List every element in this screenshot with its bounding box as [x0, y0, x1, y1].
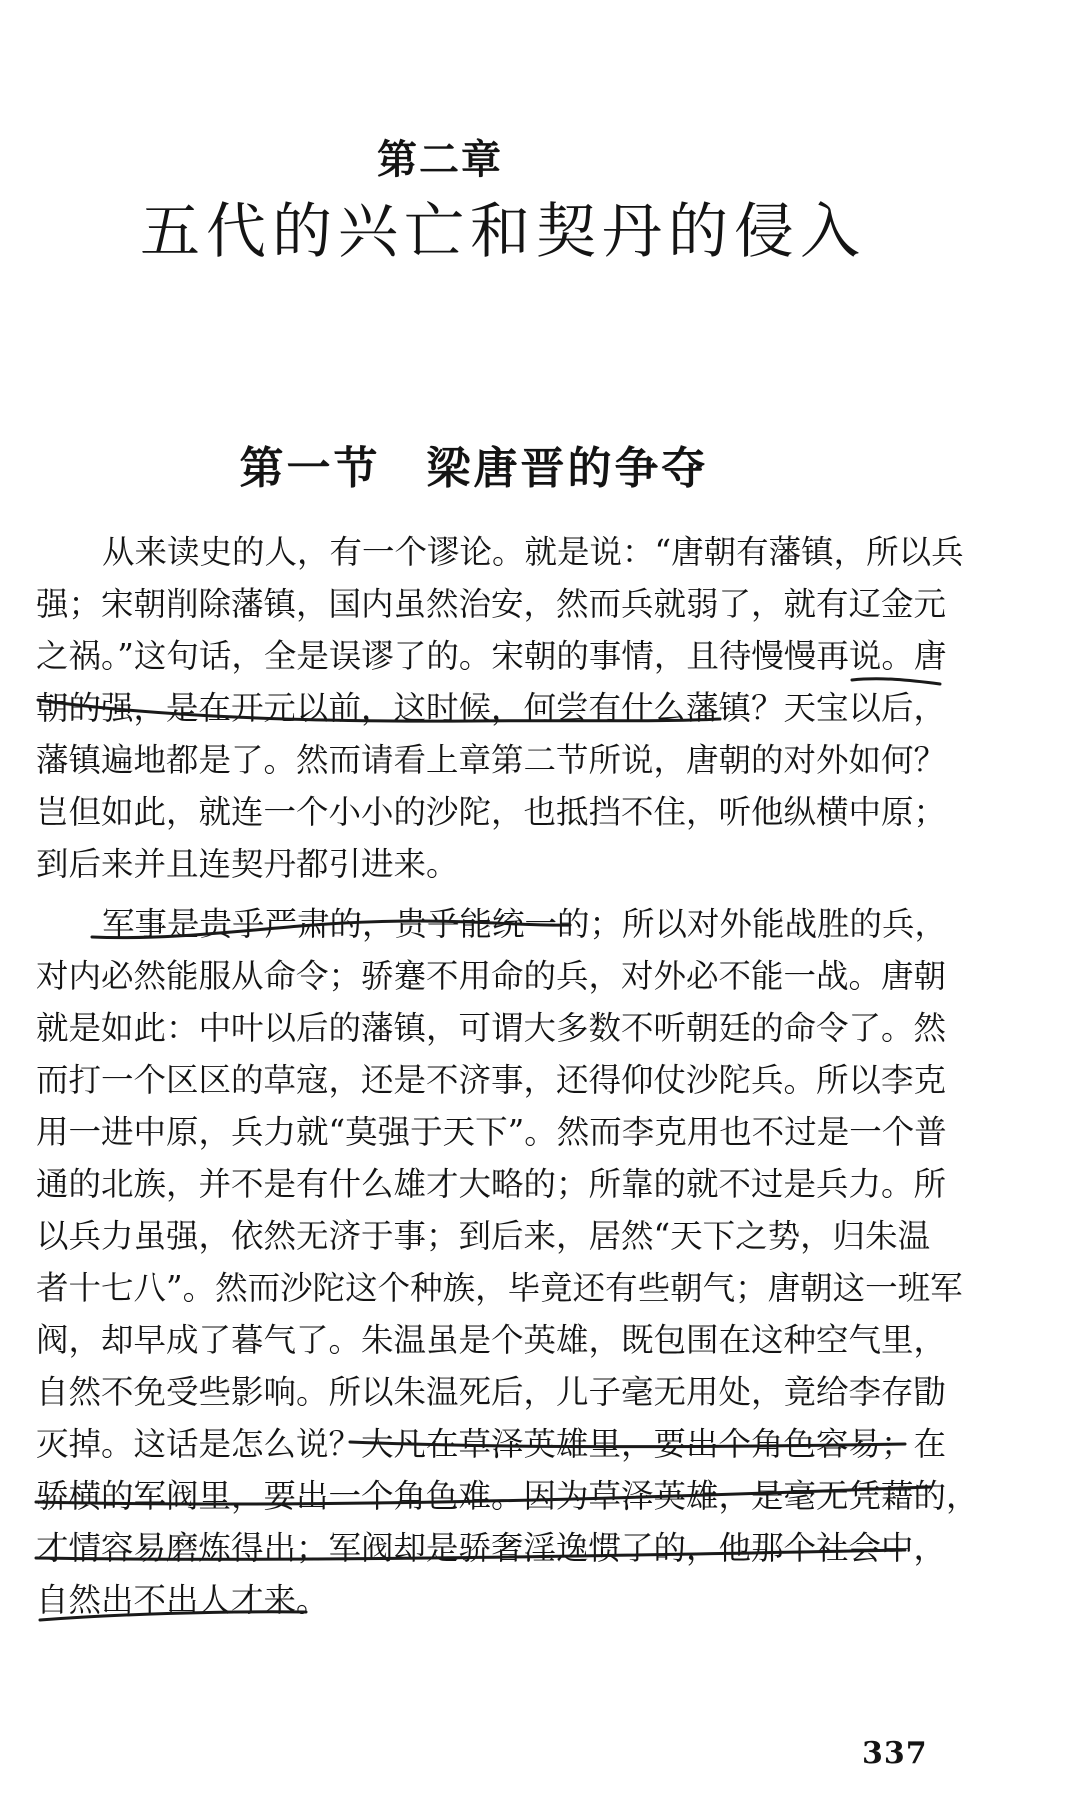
text-line: 藩镇遍地都是了。然而请看上章第二节所说，唐朝的对外如何？ — [36, 741, 947, 779]
text-line: 阀，却早成了暮气了。朱温虽是个英雄，既包围在这种空气里， — [36, 1321, 947, 1359]
text-line: 骄横的军阀里，要出一个角色难。因为草泽英雄，是毫无凭藉的， — [36, 1477, 979, 1515]
text-line: 从来读史的人，有一个谬论。就是说：“唐朝有藩镇，所以兵 — [102, 533, 964, 571]
section-title: 梁唐晋的争夺 — [426, 443, 709, 494]
body-text — [36, 526, 979, 1626]
text-line: 自然不免受些影响。所以朱温死后，儿子毫无用处，竟给李存勖 — [36, 1373, 947, 1411]
text-line: 军事是贵乎严肃的，贵乎能统一的；所以对外能战胜的兵， — [102, 905, 948, 943]
page-number: 337 — [862, 1736, 928, 1771]
paragraph — [36, 526, 964, 890]
text-line: 通的北族，并不是有什么雄才大略的；所靠的就不过是兵力。所 — [36, 1165, 947, 1203]
section-number: 第一节 — [239, 443, 381, 494]
text-line: 就是如此：中叶以后的藩镇，可谓大多数不听朝廷的命令了。然 — [36, 1009, 947, 1047]
chapter-title: 五代的兴亡和契丹的侵入 — [140, 197, 866, 267]
text-line: 岂但如此，就连一个小小的沙陀，也抵挡不住，听他纵横中原； — [36, 793, 947, 831]
chapter-number: 第二章 — [377, 136, 503, 183]
text-line: 对内必然能服从命令；骄蹇不用命的兵，对外必不能一战。唐朝 — [36, 957, 947, 995]
text-line: 而打一个区区的草寇，还是不济事，还得仰仗沙陀兵。所以李克 — [36, 1061, 947, 1099]
text-line: 用一进中原，兵力就“莫强于天下”。然而李克用也不过是一个普 — [36, 1113, 947, 1151]
text-line: 朝的强，是在开元以前，这时候，何尝有什么藩镇？天宝以后， — [36, 689, 947, 727]
text-line: 到后来并且连契丹都引进来。 — [36, 845, 459, 883]
text-line: 才情容易磨炼得出；军阀却是骄奢淫逸惯了的，他那个社会中， — [36, 1529, 947, 1567]
text-line: 以兵力虽强，依然无济于事；到后来，居然“天下之势，归朱温 — [36, 1217, 931, 1255]
text-line: 者十七八”。然而沙陀这个种族，毕竟还有些朝气；唐朝这一班军 — [36, 1269, 963, 1307]
text-line: 强；宋朝削除藩镇，国内虽然治安，然而兵就弱了，就有辽金元 — [36, 585, 947, 623]
text-line: 灭掉。这话是怎么说？大凡在草泽英雄里，要出个角色容易；在 — [36, 1425, 947, 1463]
paragraph — [36, 898, 979, 1626]
section-heading — [0, 432, 948, 496]
text-line: 自然出不出人才来。 — [36, 1581, 329, 1619]
text-line: 之祸。”这句话，全是误谬了的。宋朝的事情，且待慢慢再说。唐 — [36, 637, 947, 675]
